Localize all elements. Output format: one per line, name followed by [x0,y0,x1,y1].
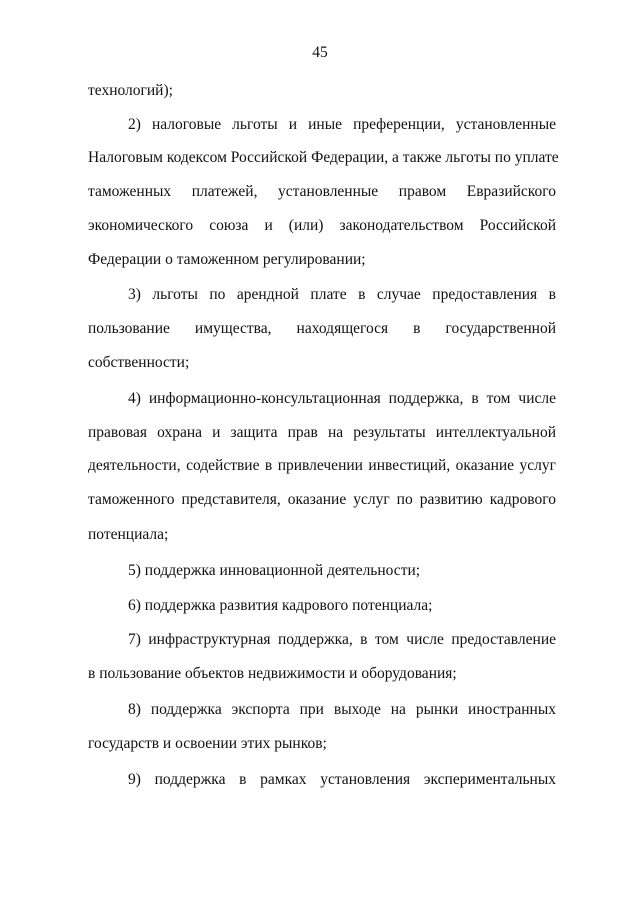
text-line: деятельности, содействие в привлечении инвестиций, оказание услуг [88,457,556,474]
text-line: государств и освоении этих рынков; [88,735,327,752]
list-item-5-line: 5) поддержка инновационной деятельности; [128,562,421,579]
list-item-7-line: 7) инфраструктурная поддержка, в том числе предоставление [128,631,556,648]
page-number: 45 [312,44,328,61]
text-line: Федерации о таможенном регулировании; [88,251,366,268]
text-line: в пользование объектов недвижимости и оборудования; [88,665,457,682]
text-line: технологий); [88,82,173,99]
list-item-9-line: 9) поддержка в рамках установления экспериментальных [128,771,556,788]
text-line: Налоговым кодексом Российской Федерации, а также льготы по уплате [88,149,559,166]
text-line: потенциала; [88,526,169,543]
text-line: правовая охрана и защита прав на результаты интеллектуальной [88,424,556,441]
text-line: собственности; [88,354,190,371]
list-item-3-line: 3) льготы по арендной плате в случае предоставления в [128,286,556,303]
text-line: таможенных платежей, установленные правом Евразийского [88,183,556,200]
list-item-8-line: 8) поддержка экспорта при выходе на рынки иностранных [128,701,556,718]
text-line: таможенного представителя, оказание услуг по развитию кадрового [88,491,556,508]
text-line: пользование имущества, находящегося в государственной [88,320,556,337]
list-item-4-line: 4) информационно-консультационная поддержка, в том числе [128,390,556,407]
text-line: экономического союза и (или) законодательством Российской [88,217,556,234]
list-item-6-line: 6) поддержка развития кадрового потенциала; [128,597,433,614]
list-item-2-line: 2) налоговые льготы и иные преференции, установленные [128,116,556,133]
